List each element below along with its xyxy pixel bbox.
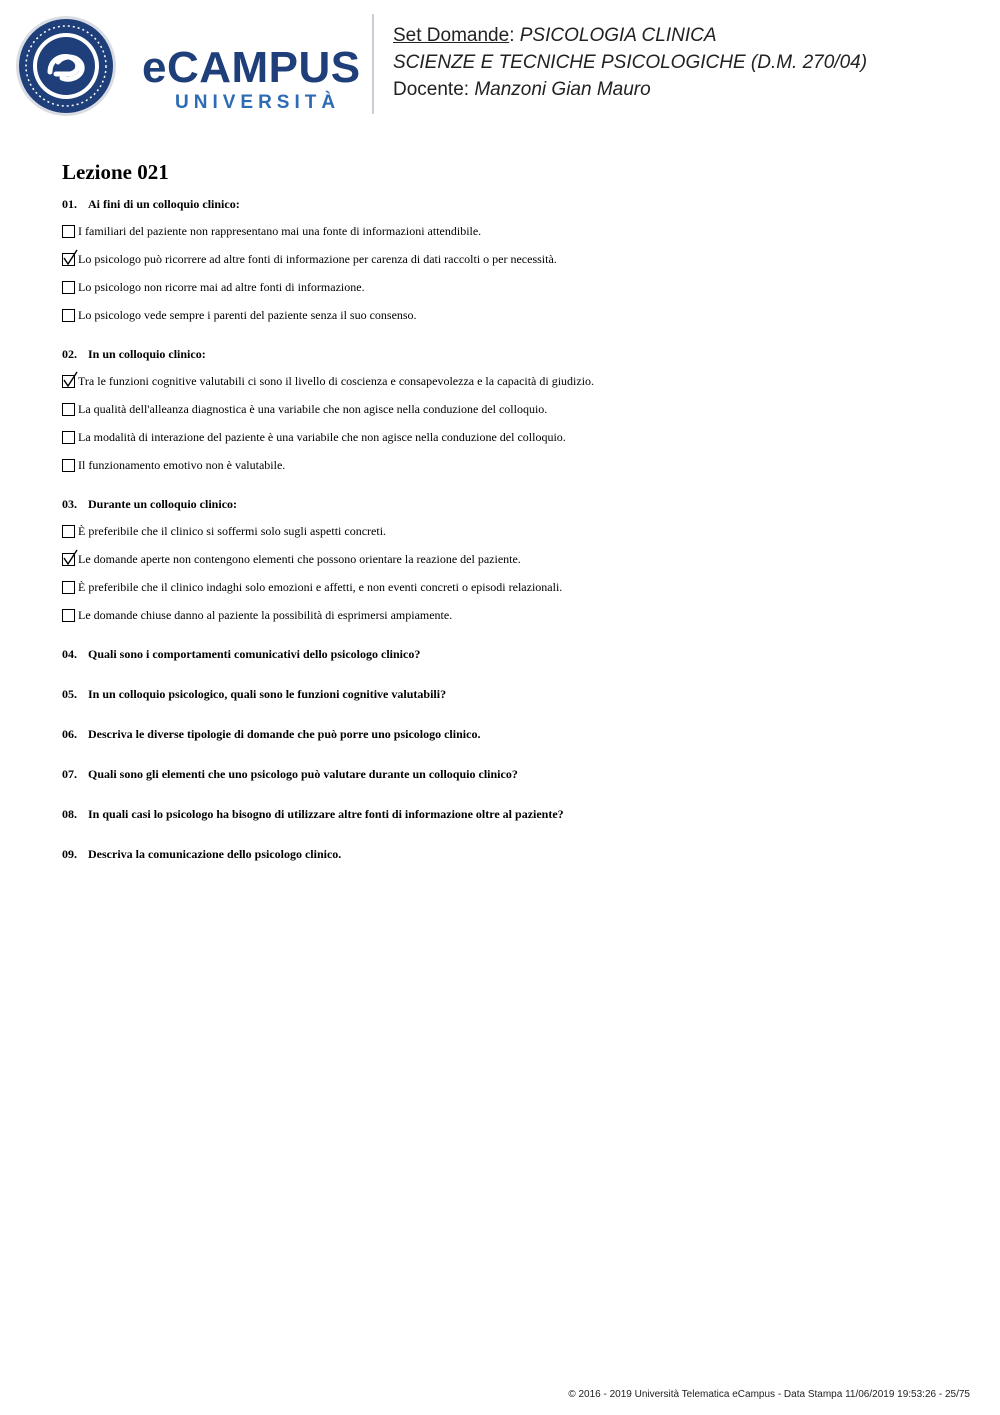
checked-checkbox-icon[interactable] xyxy=(62,553,75,566)
footer-text: © 2016 - 2019 Università Telematica eCampus - Data Stampa 11/06/2019 19:53:26 - 25/75 xyxy=(568,1389,970,1400)
question-text: In quali casi lo psicologo ha bisogno di utilizzare altre fonti di informazione oltre al paziente? xyxy=(88,807,564,821)
header-info xyxy=(393,22,867,103)
answer-text: Le domande chiuse danno al paziente la possibilità di esprimersi ampiamente. xyxy=(78,607,453,622)
set-label: Set Domande xyxy=(393,25,510,46)
checkbox-icon[interactable] xyxy=(62,309,75,322)
question-title xyxy=(62,686,942,703)
checkbox-icon[interactable] xyxy=(62,525,75,538)
question-title xyxy=(62,766,942,783)
question-text: Quali sono i comportamenti comunicativi dello psicologo clinico? xyxy=(88,647,421,661)
question-title xyxy=(62,196,942,213)
teacher-name: Manzoni Gian Mauro xyxy=(474,79,651,100)
question-number: 08. xyxy=(62,807,77,821)
question-title xyxy=(62,806,942,823)
set-line: Set Domande: PSICOLOGIA CLINICA xyxy=(393,25,717,46)
checkbox-icon[interactable] xyxy=(62,431,75,444)
question-number: 03. xyxy=(62,497,77,511)
question-text: Durante un colloquio clinico: xyxy=(88,497,238,511)
checkbox-icon[interactable] xyxy=(62,225,75,238)
question-number: 09. xyxy=(62,847,77,861)
question-8 xyxy=(62,806,942,846)
answer-text: Tra le funzioni cognitive valutabili ci sono il livello di coscienza e consapevolezza e la capacità di giudizio. xyxy=(78,373,595,388)
answer-option xyxy=(62,301,942,329)
answer-text: La modalità di interazione del paziente è una variabile che non agisce nella conduzione del colloquio. xyxy=(78,429,566,444)
answer-text: Lo psicologo vede sempre i parenti del paziente senza il suo consenso. xyxy=(78,307,417,322)
question-number: 06. xyxy=(62,727,77,741)
question-4 xyxy=(62,646,942,686)
answer-option xyxy=(62,451,942,479)
answer-option xyxy=(62,601,942,629)
question-number: 07. xyxy=(62,767,77,781)
course-line xyxy=(393,49,867,76)
answer-text: È preferibile che il clinico si soffermi solo sugli aspetti concreti. xyxy=(78,523,387,538)
ecampus-logo xyxy=(14,14,359,118)
question-7 xyxy=(62,766,942,806)
question-number: 04. xyxy=(62,647,77,661)
answer-option xyxy=(62,367,942,395)
set-value: PSICOLOGIA CLINICA xyxy=(519,25,717,46)
question-title xyxy=(62,846,942,863)
checked-checkbox-icon[interactable] xyxy=(62,253,75,266)
header-divider xyxy=(372,14,374,114)
answer-text: Lo psicologo non ricorre mai ad altre fonti di informazione. xyxy=(78,279,365,294)
teacher-line xyxy=(393,76,867,103)
question-title xyxy=(62,496,942,513)
answer-option xyxy=(62,245,942,273)
question-text: Ai fini di un colloquio clinico: xyxy=(88,197,240,211)
answer-option xyxy=(62,545,942,573)
question-2 xyxy=(62,346,942,496)
answer-option xyxy=(62,217,942,245)
question-number: 01. xyxy=(62,197,77,211)
question-9 xyxy=(62,846,942,886)
lesson-title: Lezione 021 xyxy=(62,160,169,184)
question-title xyxy=(62,646,942,663)
seal-icon xyxy=(14,14,118,118)
checkbox-icon[interactable] xyxy=(62,281,75,294)
questions-list xyxy=(62,196,942,886)
answer-option xyxy=(62,273,942,301)
question-number: 05. xyxy=(62,687,77,701)
question-6 xyxy=(62,726,942,766)
question-title xyxy=(62,346,942,363)
course-name: SCIENZE E TECNICHE PSICOLOGICHE (D.M. 270/04) xyxy=(393,52,868,73)
answer-text: La qualità dell'alleanza diagnostica è una variabile che non agisce nella conduzione del colloquio. xyxy=(78,401,548,416)
question-number: 02. xyxy=(62,347,77,361)
answer-text: I familiari del paziente non rappresentano mai una fonte di informazioni attendibile. xyxy=(78,223,482,238)
brand-name: eCAMPUS xyxy=(142,43,361,92)
checkbox-icon[interactable] xyxy=(62,581,75,594)
question-3 xyxy=(62,496,942,646)
checkbox-icon[interactable] xyxy=(62,609,75,622)
question-text: Descriva le diverse tipologie di domande che può porre uno psicologo clinico. xyxy=(88,727,481,741)
question-text: Quali sono gli elementi che uno psicologo può valutare durante un colloquio clinico? xyxy=(88,767,518,781)
question-text: Descriva la comunicazione dello psicologo clinico. xyxy=(88,847,342,861)
answer-option xyxy=(62,573,942,601)
question-title xyxy=(62,726,942,743)
answer-text: Le domande aperte non contengono elementi che possono orientare la reazione del paziente. xyxy=(78,551,521,566)
answer-option xyxy=(62,423,942,451)
question-5 xyxy=(62,686,942,726)
question-1 xyxy=(62,196,942,346)
question-text: In un colloquio clinico: xyxy=(88,347,206,361)
answer-text: È preferibile che il clinico indaghi solo emozioni e affetti, e non eventi concreti o episodi relazionali. xyxy=(78,579,563,594)
teacher-label: Docente: xyxy=(393,79,470,100)
question-text: In un colloquio psicologico, quali sono le funzioni cognitive valutabili? xyxy=(88,687,447,701)
answer-text: Lo psicologo può ricorrere ad altre fonti di informazione per carenza di dati raccolti o per necessità. xyxy=(78,251,557,266)
answer-option xyxy=(62,517,942,545)
checked-checkbox-icon[interactable] xyxy=(62,375,75,388)
brand-subtitle: UNIVERSITÀ xyxy=(175,92,341,113)
answer-text: Il funzionamento emotivo non è valutabile. xyxy=(78,457,286,472)
checkbox-icon[interactable] xyxy=(62,459,75,472)
answer-option xyxy=(62,395,942,423)
checkbox-icon[interactable] xyxy=(62,403,75,416)
